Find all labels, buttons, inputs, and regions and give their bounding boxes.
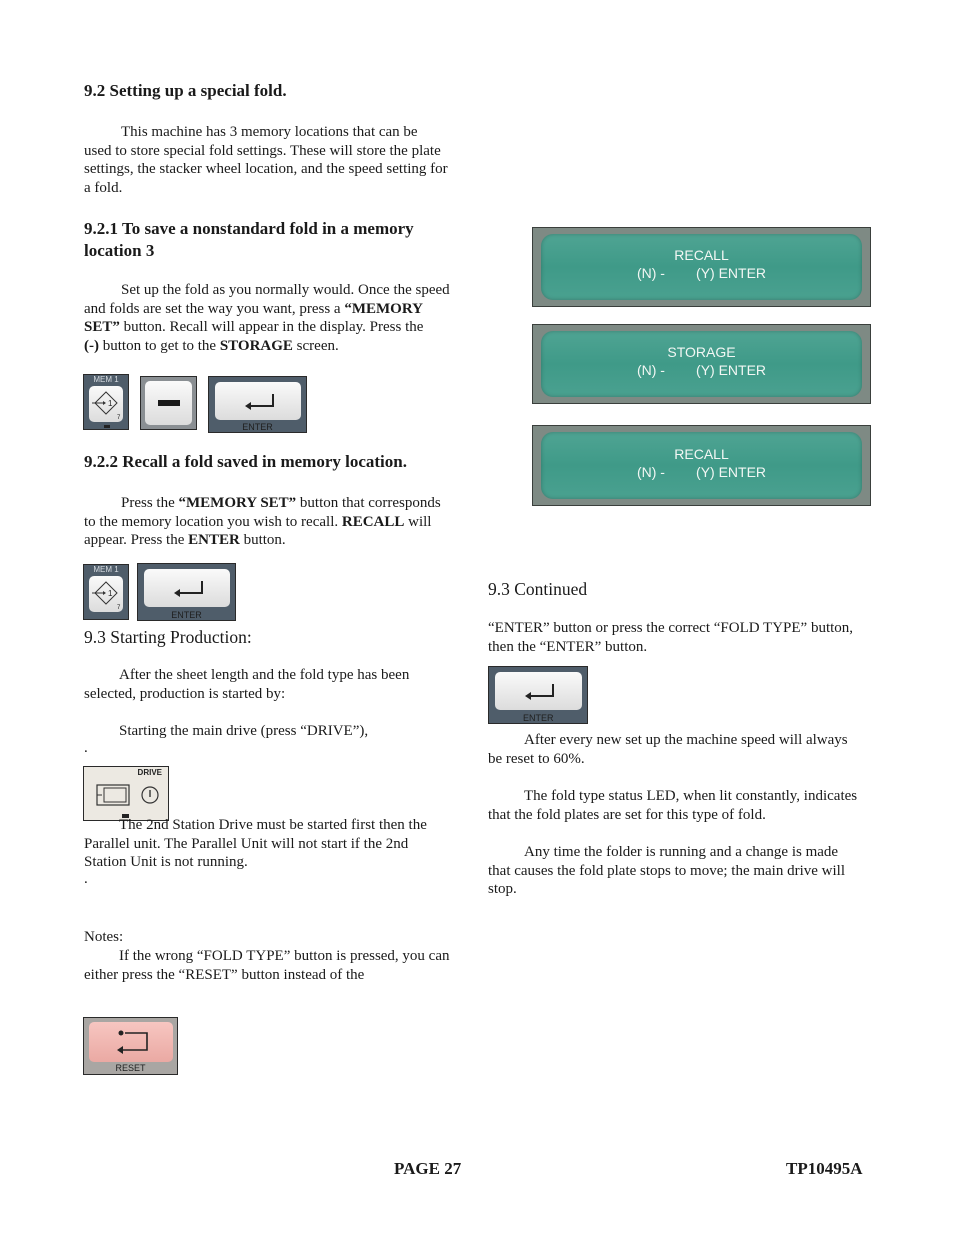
text-span: will xyxy=(404,513,432,530)
minus-bold: (-) xyxy=(84,338,99,355)
memory-set-icon xyxy=(89,386,123,422)
enter-label: ENTER xyxy=(171,610,202,620)
minus-key xyxy=(140,376,197,430)
page-number: PAGE 27 xyxy=(394,1159,462,1178)
section-9-2-2-paragraph xyxy=(84,494,474,550)
text-line: Station Unit is not running. xyxy=(84,854,248,871)
section-9-2-1-paragraph xyxy=(84,281,474,356)
lcd-screen xyxy=(541,234,862,300)
memory-set-bold: “MEMORY SET” xyxy=(178,495,297,511)
text-line: settings, the stacker wheel location, and the speed setting for xyxy=(84,161,448,178)
minus-icon xyxy=(145,381,192,425)
section-9-3-paragraph xyxy=(84,666,474,703)
text-line: that causes the fold plate stops to move; the main drive will xyxy=(488,862,846,879)
drive-key xyxy=(83,766,169,821)
text-span: screen. xyxy=(292,338,339,355)
text-line: then the “ENTER” button. xyxy=(488,638,648,655)
lcd-display-storage xyxy=(532,324,871,404)
text-line: that the fold plates are set for this type of fold. xyxy=(488,806,766,823)
section-9-3-heading: 9.3 Starting Production: xyxy=(84,627,252,647)
notes-paragraph xyxy=(84,947,474,984)
drive-label: DRIVE xyxy=(137,768,162,777)
text-line: The 2nd Station Drive must be started first then the xyxy=(119,817,427,833)
text-line: stop. xyxy=(488,881,517,898)
text-line: Any time the folder is running and a change is made xyxy=(524,844,839,860)
continued-paragraph-4 xyxy=(488,843,878,899)
text-span: button that corresponds xyxy=(296,495,441,511)
text-line: selected, production is started by: xyxy=(84,685,286,702)
memory-set-icon xyxy=(89,576,123,612)
mem1-label: MEM 1 xyxy=(93,375,119,384)
text-line: The fold type status LED, when lit constantly, indicates xyxy=(524,788,858,804)
lcd-line1: STORAGE xyxy=(667,344,736,360)
text-line: This machine has 3 memory locations that can be xyxy=(121,124,418,140)
enter-icon xyxy=(144,569,230,607)
enter-key xyxy=(488,666,588,724)
enter-key xyxy=(137,563,236,621)
lcd-screen xyxy=(541,432,862,499)
reset-icon xyxy=(89,1022,173,1062)
section-9-2-paragraph xyxy=(84,123,474,198)
text-span: appear. Press the xyxy=(84,532,189,549)
section-9-2-2-heading: 9.2.2 Recall a fold saved in memory location. xyxy=(84,452,407,471)
heading-line: location 3 xyxy=(84,241,155,260)
memory-bold: “MEMORY xyxy=(344,300,423,317)
enter-bold: ENTER xyxy=(188,532,240,549)
text-line: Set up the fold as you normally would. Once the speed xyxy=(121,282,450,298)
lcd-line2: (N) - (Y) ENTER xyxy=(636,464,767,480)
continued-paragraph-3 xyxy=(488,787,878,824)
continued-paragraph-1 xyxy=(488,619,878,656)
section-9-2-1-heading xyxy=(84,218,474,262)
lcd-screen xyxy=(541,331,862,397)
mem1-key xyxy=(83,564,129,620)
lcd-line1: RECALL xyxy=(674,247,729,263)
lcd-display-recall xyxy=(532,227,871,307)
enter-label: ENTER xyxy=(523,713,554,723)
text-span: and folds are set the way you want, press a xyxy=(84,300,345,317)
storage-bold: STORAGE xyxy=(219,338,293,355)
lcd-line2: (N) - (Y) ENTER xyxy=(636,265,767,281)
dot-marker: . xyxy=(84,871,88,887)
mem1-label: MEM 1 xyxy=(93,565,119,574)
mem-number: 1 xyxy=(108,589,113,598)
reset-key xyxy=(83,1017,178,1075)
led-indicator xyxy=(104,425,110,428)
text-line: Parallel unit. The Parallel Unit will not start if the 2nd xyxy=(84,835,409,852)
enter-icon xyxy=(215,382,301,420)
text-line: After the sheet length and the fold type has been xyxy=(119,667,410,683)
heading-line: 9.2.1 To save a nonstandard fold in a memory xyxy=(84,219,414,238)
drive-icon xyxy=(96,784,130,806)
lcd-line1: RECALL xyxy=(674,446,729,462)
dot-marker: . xyxy=(84,740,88,756)
text-span: to the memory location you wish to recall. xyxy=(84,513,342,530)
power-icon xyxy=(140,785,160,805)
section-9-2-heading: 9.2 Setting up a special fold. xyxy=(84,81,287,100)
enter-key xyxy=(208,376,307,433)
enter-label: ENTER xyxy=(242,422,273,432)
text-line: a fold. xyxy=(84,180,123,197)
set-bold: SET” xyxy=(84,319,120,336)
document-code: TP10495A xyxy=(786,1159,863,1178)
mem-sub: 7 xyxy=(117,605,121,611)
enter-icon xyxy=(495,672,582,710)
text-line: be reset to 60%. xyxy=(488,750,585,767)
mem-number: 1 xyxy=(108,399,113,408)
section-9-3-continued-heading: 9.3 Continued xyxy=(488,579,588,599)
continued-paragraph-2 xyxy=(488,731,878,768)
lcd-line2: (N) - (Y) ENTER xyxy=(636,362,767,378)
text-line: If the wrong “FOLD TYPE” button is pressed, you can xyxy=(119,948,450,964)
text-span: Press the xyxy=(121,495,179,511)
text-span: button. Recall will appear in the display. Press the xyxy=(119,319,424,336)
lcd-display-recall xyxy=(532,425,871,506)
recall-bold: RECALL xyxy=(341,513,405,530)
mem1-key xyxy=(83,374,129,430)
text-line: “ENTER” button or press the correct “FOLD TYPE” button, xyxy=(488,620,854,636)
text-span: button. xyxy=(239,532,286,549)
mem-sub: 7 xyxy=(117,415,121,421)
drive-instruction: Starting the main drive (press “DRIVE”), xyxy=(119,723,369,739)
text-span: button to get to the xyxy=(99,338,220,355)
text-line: After every new set up the machine speed will always xyxy=(524,732,848,748)
text-line: either press the “RESET” button instead of the xyxy=(84,966,365,983)
notes-label: Notes: xyxy=(84,929,124,945)
reset-label: RESET xyxy=(115,1063,146,1073)
text-line: used to store special fold settings. These will store the plate xyxy=(84,142,441,159)
section-9-3-note-paragraph xyxy=(84,816,474,872)
